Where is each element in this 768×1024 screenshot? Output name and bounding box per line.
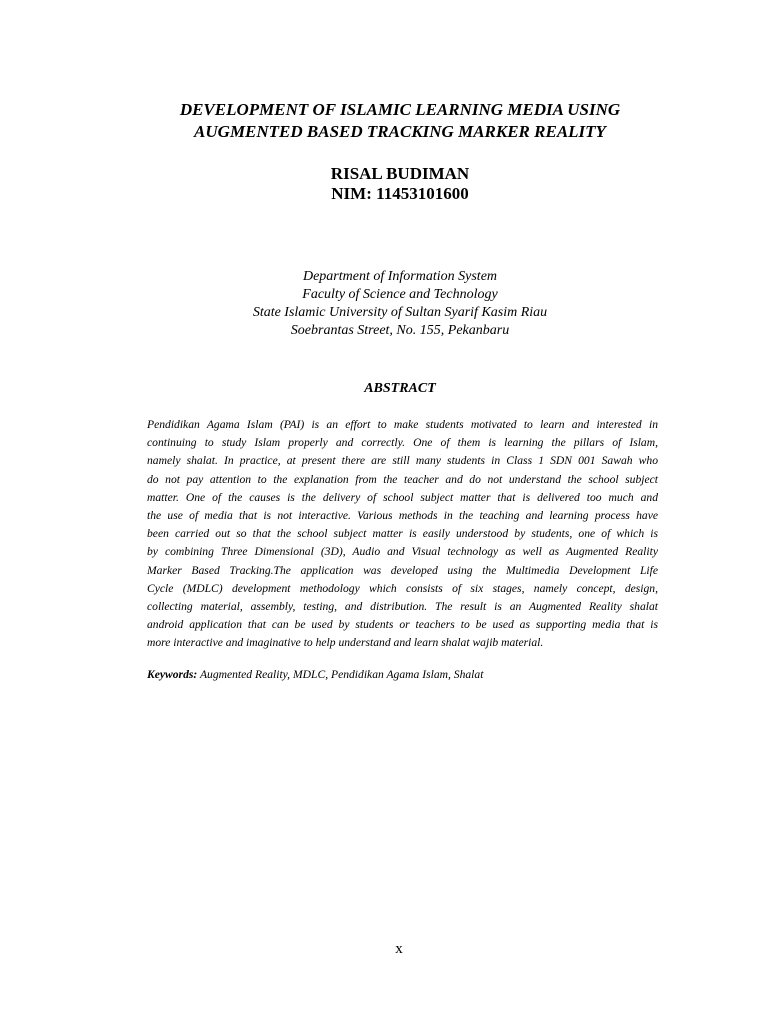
affiliation-block	[150, 268, 650, 340]
abstract-line: collecting material, assembly, testing, and distribution. The result is an Augmented Reality shalat	[147, 599, 658, 613]
keywords-line	[147, 666, 658, 684]
keywords-text: Augmented Reality, MDLC, Pendidikan Agama Islam, Shalat	[197, 668, 484, 681]
abstract-body	[147, 416, 658, 652]
affiliation-faculty: Faculty of Science and Technology	[302, 287, 498, 302]
abstract-line: Pendidikan Agama Islam (PAI) is an effort to make students motivated to learn and interested in	[147, 418, 658, 431]
affiliation-university: State Islamic University of Sultan Syarif Kasim Riau	[252, 305, 548, 320]
author-name: RISAL BUDIMAN	[330, 164, 470, 183]
affiliation-address: Soebrantas Street, No. 155, Pekanbaru	[290, 323, 510, 338]
abstract-heading: ABSTRACT	[364, 381, 436, 396]
abstract-line: continuing to study Islam properly and correctly. One of them is learning the pillars of Islam,	[147, 436, 658, 450]
paper-title-line-2: AUGMENTED BASED TRACKING MARKER REALITY	[194, 122, 606, 141]
author-block	[200, 164, 600, 204]
abstract-line: Marker Based Tracking.The application was developed using the Multimedia Development Life	[147, 563, 658, 577]
abstract-line: matter. One of the causes is the delivery of school subject matter that is delivered too much and	[147, 490, 658, 504]
paper-title-line-1: DEVELOPMENT OF ISLAMIC LEARNING MEDIA USING	[179, 100, 621, 119]
abstract-line: more interactive and imaginative to help understand and learn shalat wajib material.	[147, 636, 544, 650]
paper-title	[100, 99, 700, 143]
abstract-line: Cycle (MDLC) development methodology which consists of six stages, namely concept, design,	[147, 581, 658, 595]
abstract-line: been carried out so that the school subject matter is easily understood by students, one of which is	[147, 527, 658, 541]
abstract-line: android application that can be used by students or teachers to be used as supporting media that is	[147, 618, 658, 632]
abstract-line: by combining Three Dimensional (3D), Audio and Visual technology as well as Augmented Reality	[147, 545, 658, 559]
abstract-line: the use of media that is not interactive. Various methods in the teaching and learning process have	[147, 508, 658, 522]
abstract-line: namely shalat. In practice, at present there are still many students in Class 1 SDN 001 Sawah who	[147, 454, 658, 468]
abstract-line: do not pay attention to the explanation from the teacher and do not understand the school subject	[147, 472, 658, 486]
keywords-label: Keywords:	[147, 668, 198, 681]
author-nim: NIM: 11453101600	[331, 184, 469, 203]
page-number: x	[395, 941, 403, 957]
affiliation-department: Department of Information System	[302, 269, 498, 284]
